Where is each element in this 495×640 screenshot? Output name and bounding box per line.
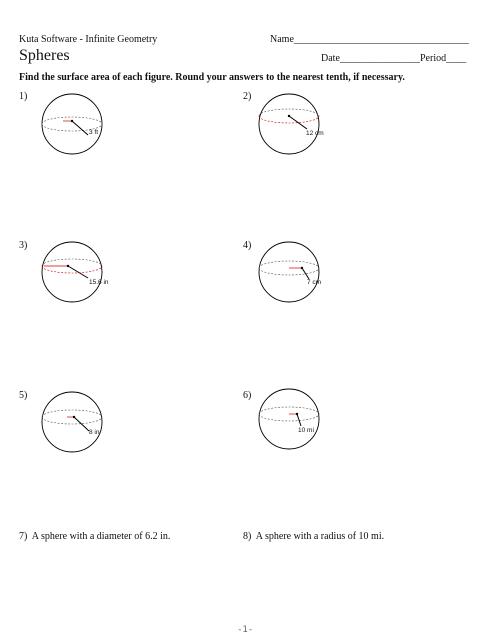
sphere-3-figure	[41, 241, 103, 303]
software-label: Kuta Software - Infinite Geometry	[19, 34, 158, 45]
sphere-4-figure	[258, 241, 320, 303]
problem-7-text: A sphere with a diameter of 6.2 in.	[31, 531, 171, 542]
equator-back	[259, 261, 319, 268]
sphere-6-radius-label: 10 mi	[298, 427, 314, 434]
equator-front	[42, 266, 102, 273]
problem-2-number: 2)	[243, 91, 252, 102]
sphere-1-figure	[41, 93, 103, 155]
problem-7	[19, 531, 170, 542]
sphere-2-radius-label: 12 cm	[306, 130, 324, 137]
sphere-5-radius-label: 8 in	[89, 429, 100, 436]
sphere-5-figure	[41, 391, 103, 453]
radius-pointer	[68, 266, 88, 278]
instructions: Find the surface area of each figure. Round your answers to the nearest tenth, if necessary.	[19, 72, 405, 83]
radius-pointer	[72, 121, 88, 135]
worksheet-title: Spheres	[19, 47, 70, 64]
problem-8-text: A sphere with a radius of 10 mi.	[255, 531, 385, 542]
problem-8-number: 8)	[243, 531, 252, 542]
center-dot	[301, 267, 303, 269]
center-dot	[296, 413, 298, 415]
problem-7-number: 7)	[19, 531, 28, 542]
center-dot	[67, 265, 69, 267]
sphere-1-radius-label: 3 ft	[89, 129, 99, 136]
name-field[interactable]: Name___________________________________	[270, 34, 469, 45]
problem-8	[243, 531, 384, 542]
equator-front	[259, 268, 319, 275]
sphere-4-radius-label: 7 cm	[307, 279, 322, 286]
period-field[interactable]: Period____	[420, 53, 467, 64]
equator-back	[42, 410, 102, 417]
center-dot	[288, 115, 290, 117]
sphere-outline	[259, 242, 322, 302]
date-field[interactable]: Date________________	[321, 53, 420, 64]
radius-pointer	[289, 116, 307, 129]
problem-6-number: 6)	[243, 390, 252, 401]
sphere-outline	[42, 242, 102, 302]
problem-4-number: 4)	[243, 240, 252, 251]
sphere-2-figure	[258, 93, 320, 155]
page-number: -1-	[237, 625, 254, 635]
problem-1-number: 1)	[19, 91, 28, 102]
equator-front	[259, 414, 319, 421]
radius-pointer	[297, 414, 301, 426]
sphere-outline	[42, 94, 102, 154]
center-dot	[73, 416, 75, 418]
center-dot	[71, 120, 73, 122]
equator-back	[42, 259, 102, 266]
sphere-outline	[259, 94, 319, 154]
equator-back	[259, 407, 319, 414]
problem-3-number: 3)	[19, 240, 28, 251]
sphere-3-radius-label: 15.6 in	[89, 279, 109, 286]
problem-5-number: 5)	[19, 390, 28, 401]
sphere-6-figure	[258, 388, 320, 450]
equator-front	[42, 417, 102, 424]
